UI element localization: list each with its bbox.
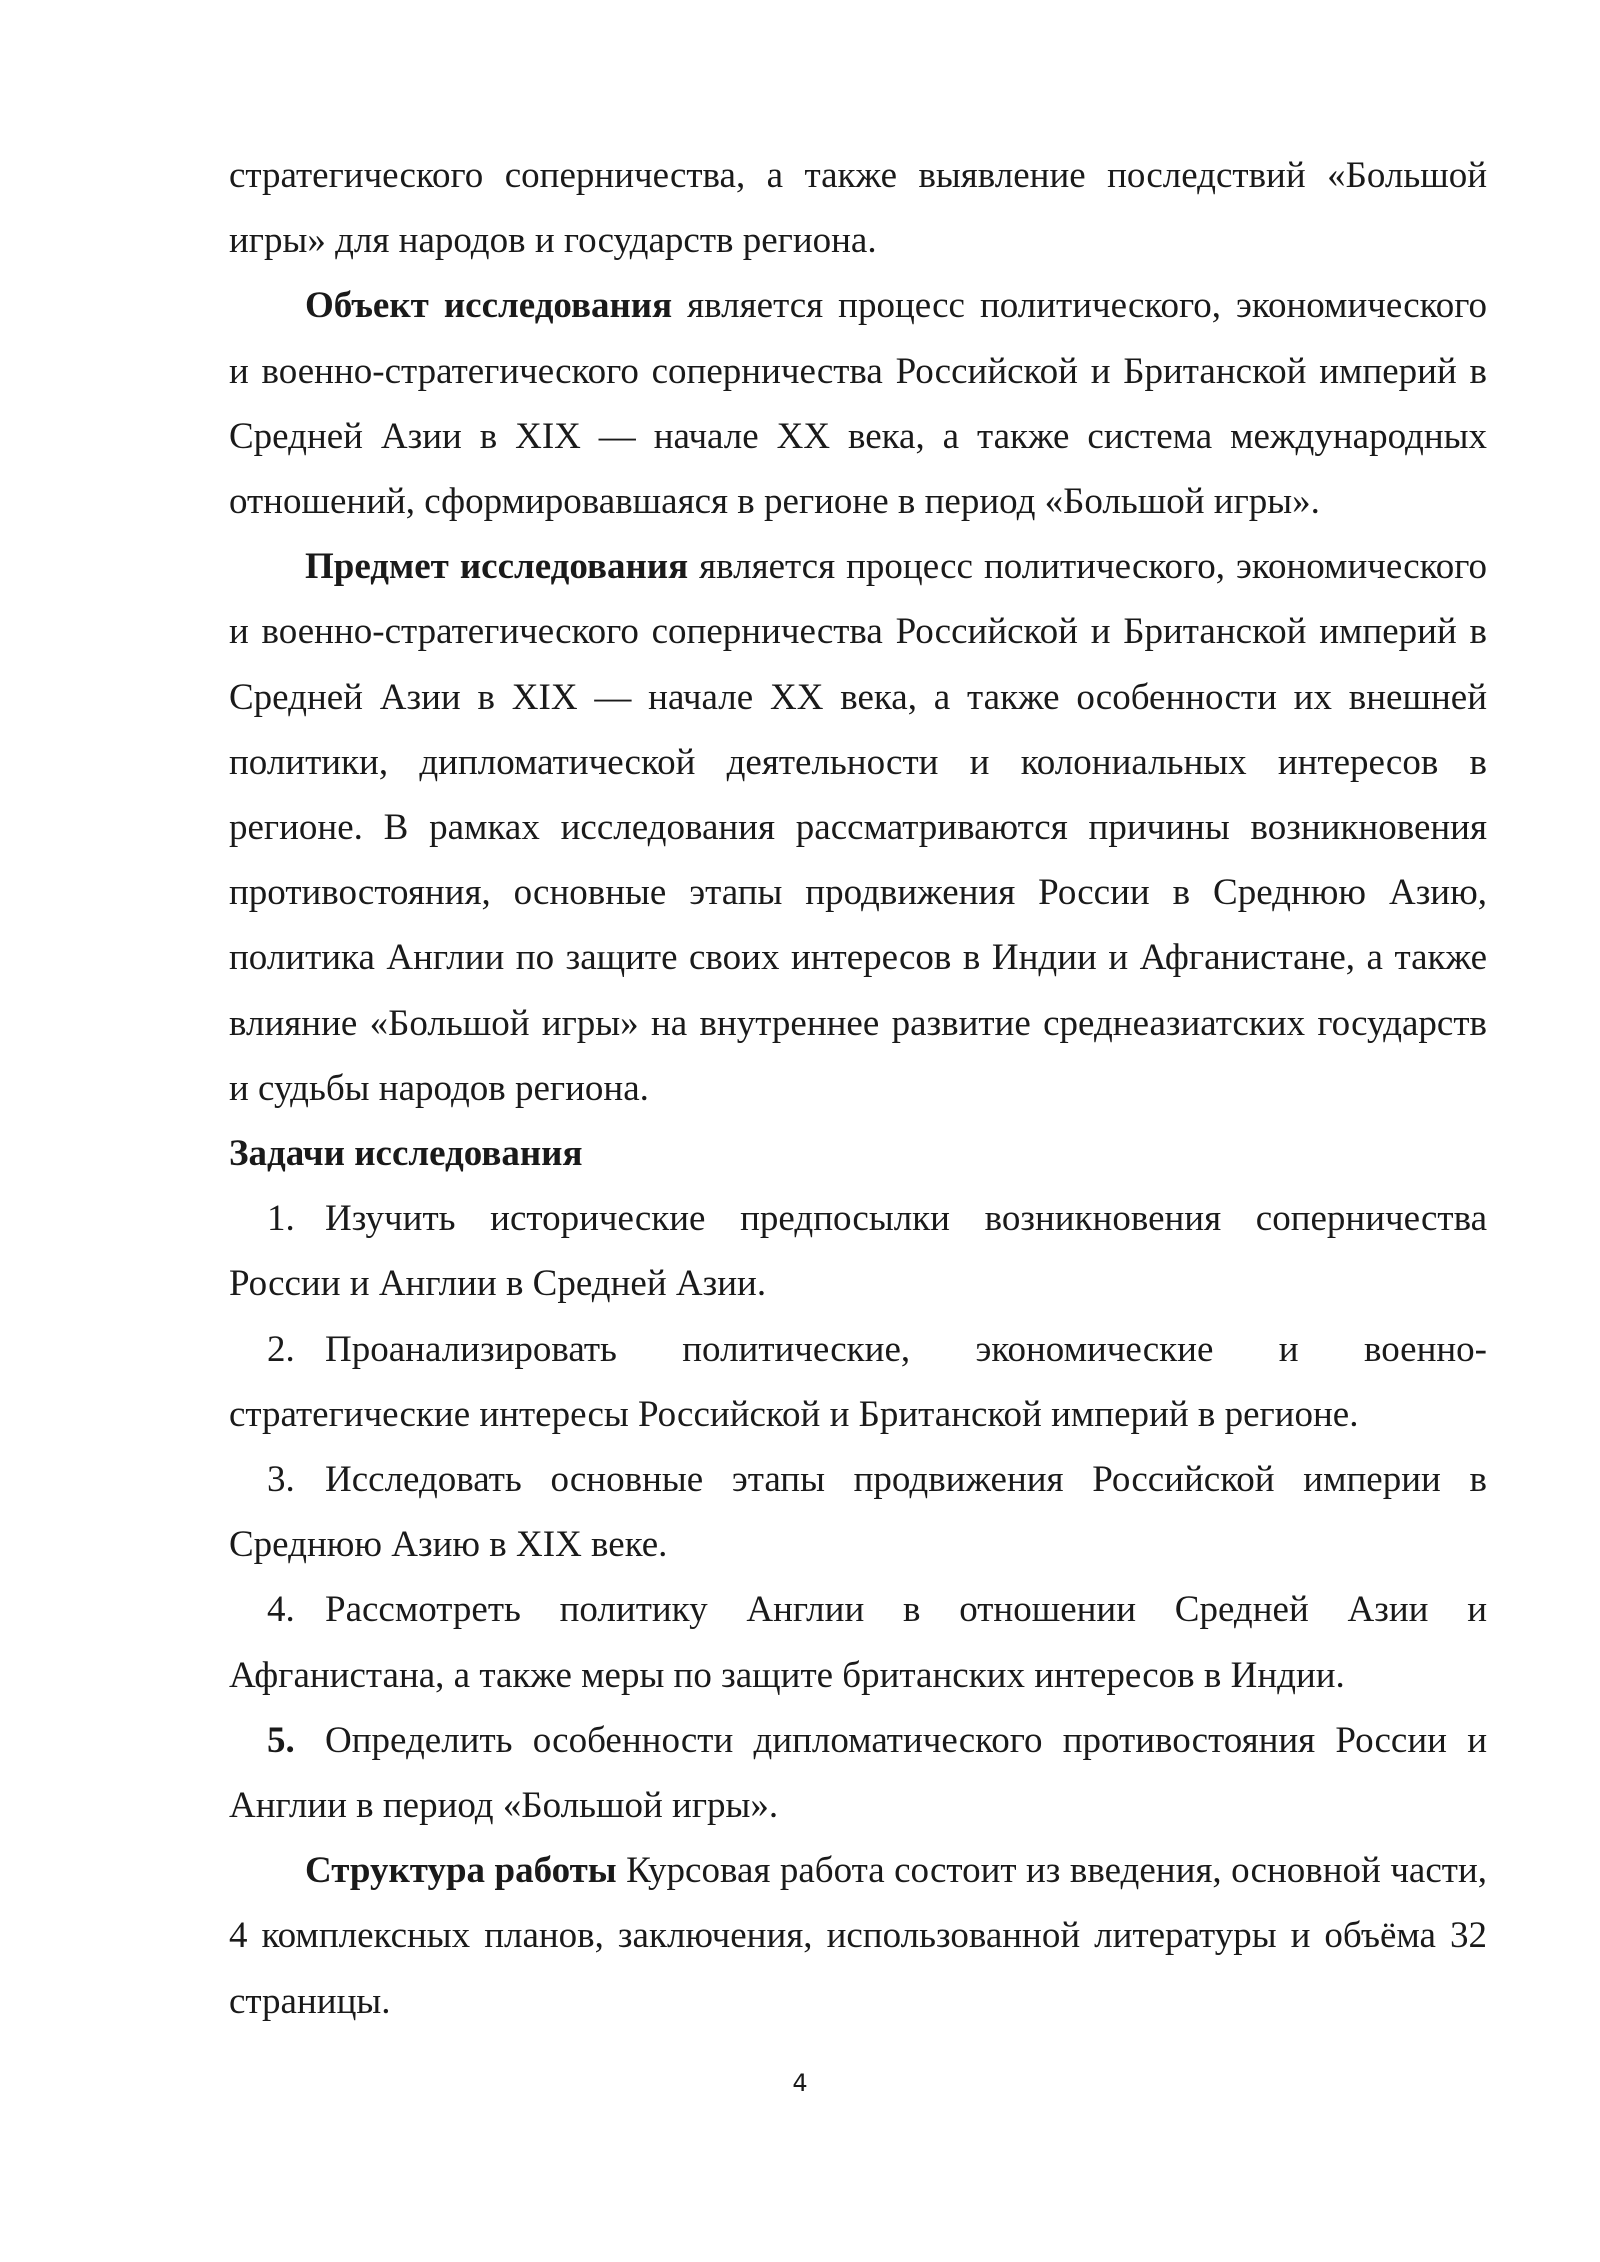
tasks-heading: Задачи исследования <box>229 1133 583 1175</box>
task-item <box>229 1186 1487 1316</box>
task-number: 3. <box>267 1459 295 1501</box>
intro-continuation-paragraph: стратегического соперничества, а также выявление последствий «Большой игры» для народов и государств региона. <box>229 155 1487 262</box>
task-item <box>229 1577 1487 1707</box>
object-text: является процесс политического, экономического и военно-стратегического соперничества Российской и Британской империй в Средней Азии в XIX — начале XX века, а также система международных отношений, сформировавшаяся в регионе в период «Большой игры». <box>229 285 1488 523</box>
task-item <box>229 1317 1487 1447</box>
task-number: 2. <box>267 1328 295 1370</box>
task-item <box>229 1447 1487 1577</box>
structure-label: Структура работы <box>305 1850 617 1892</box>
task-text: Рассмотреть политику Англии в отношении Средней Азии и Афганистана, а также меры по защите британских интересов в Индии. <box>229 1589 1487 1696</box>
structure-paragraph <box>229 1838 1487 2034</box>
subject-label: Предмет исследования <box>305 546 689 588</box>
document-body <box>229 143 1487 2034</box>
task-text: Изучить исторические предпосылки возникновения соперничества России и Англии в Средней Азии. <box>229 1198 1487 1305</box>
structure-text: Курсовая работа состоит из введения, основной части, 4 комплексных планов, заключения, использованной литературы и объёма 32 страницы. <box>229 1850 1487 2022</box>
task-number: 4. <box>267 1589 295 1631</box>
object-paragraph <box>229 273 1487 534</box>
page-number: 4 <box>792 2069 808 2097</box>
task-number: 5. <box>267 1719 295 1761</box>
task-number: 1. <box>267 1198 295 1240</box>
task-text: Определить особенности дипломатического противостояния России и Англии в период «Большой игры». <box>229 1719 1487 1827</box>
task-text: Исследовать основные этапы продвижения Российской империи в Среднюю Азию в XIX веке. <box>229 1459 1487 1566</box>
object-label: Объект исследования <box>305 285 673 327</box>
subject-text: является процесс политического, экономического и военно-стратегического соперничества Российской и Британской империй в Средней Азии в XIX — начале XX века, а также особенности их внешней политики, дипломатической деятельности и колониальных интересов в регионе. В рамках исследования рассматриваются причины возникновения противостояния, основные этапы продвижения России в Среднюю Азию, политика Англии по защите своих интересов в Индии и Афганистане, а также влияние «Большой игры» на внутреннее развитие среднеазиатских государств и судьбы народов региона. <box>229 546 1487 1109</box>
task-item <box>229 1708 1487 1838</box>
task-text: Проанализировать политические, экономические и военно-стратегические интересы Российской и Британской империй в регионе. <box>229 1328 1487 1435</box>
subject-paragraph <box>229 534 1487 1121</box>
